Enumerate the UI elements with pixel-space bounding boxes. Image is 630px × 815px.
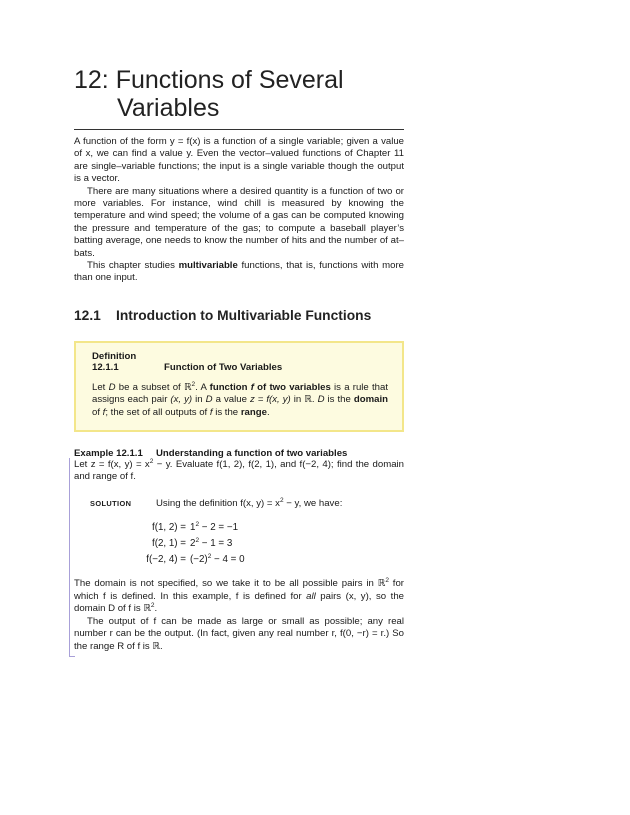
solution-row	[74, 498, 404, 512]
solution-label: SOLUTION	[90, 499, 132, 509]
intro-paragraph-3: This chapter studies multivariable functions, that is, functions with more than one input.	[74, 260, 404, 284]
example-title: Understanding a function of two variables	[156, 447, 348, 459]
range-paragraph: The output of f can be made as large or small as possible; any real number r can be the output. (In fact, given any real number r, f(0, −r) = r.) So the range R of f is ℝ.	[74, 615, 404, 652]
solution-intro: Using the definition f(x, $y) = x^2 - y$, we have:	[156, 497, 343, 510]
chapter-title	[74, 66, 404, 122]
chapter-title-rule	[74, 129, 404, 130]
equation-row: f(2, 1) = $2^2 - 1 = 3$	[151, 537, 233, 550]
chapter-title-line1: 12: Functions of Several	[74, 66, 344, 94]
intro-paragraph-2: There are many situations where a desired quantity is a function of two or more variables. For instance, wind chill is measured by knowing the temperature and wind speed; the volume of a gas can be computed knowing the pressure and temperature of the gas; to compute a baseball player’s batting average, one needs to know the number of hits and the number of at–bats.	[74, 185, 404, 259]
example-statement: Let z = f(x, $y) = x^2 - y$. Evaluate f(1, 2), f(2, 1), and f(−2, 4); find the domain and range of f.	[74, 457, 404, 483]
chapter-title-line2: Variables	[117, 94, 220, 122]
example-margin-bar	[69, 458, 70, 656]
intro-paragraph-1: A function of the form y = f(x) is a function of a single variable; given a value of x, we can find a value y. Even the vector–valued functions of Chapter 11 are single–variable functions; the input is a single variable though the output is a vector.	[74, 136, 404, 185]
domain-paragraph: The domain is not specified, so we take it to be all possible pairs in ℝ$^2$ for which f is defined. In this example, f is defined for all pairs (x, y), so the domain D of f is ℝ$^2$.	[74, 577, 404, 615]
equation-row: f(1, 2) = $1^2 - 2 = -1$	[151, 521, 239, 534]
section-heading	[74, 308, 404, 323]
definition-text: Let D be a subset of ℝ$^2$. A function f of two variables is a rule that assigns each pair (x, y) in D a value z = f(x, y) in ℝ. D is the domain of f; the set of all outputs of f is the range.	[92, 380, 388, 419]
example-label: Example 12.1.1	[74, 447, 143, 459]
example-block	[74, 448, 404, 653]
example-margin-bar-foot	[69, 656, 75, 657]
section-title: Introduction to Multivariable Functions	[116, 307, 372, 323]
example-heading	[74, 448, 404, 459]
section-number: 12.1	[74, 307, 101, 323]
definition-box	[74, 341, 404, 432]
definition-heading	[92, 351, 388, 373]
definition-label: Definition 12.1.1	[92, 350, 137, 373]
page	[74, 0, 404, 653]
equation-row: f(−2, 4) = $(-2)^2 - 4 = 0$	[146, 553, 245, 566]
definition-title: Function of Two Variables	[164, 361, 283, 373]
multivariable-term: multivariable	[178, 260, 238, 272]
equation-block	[74, 520, 404, 568]
